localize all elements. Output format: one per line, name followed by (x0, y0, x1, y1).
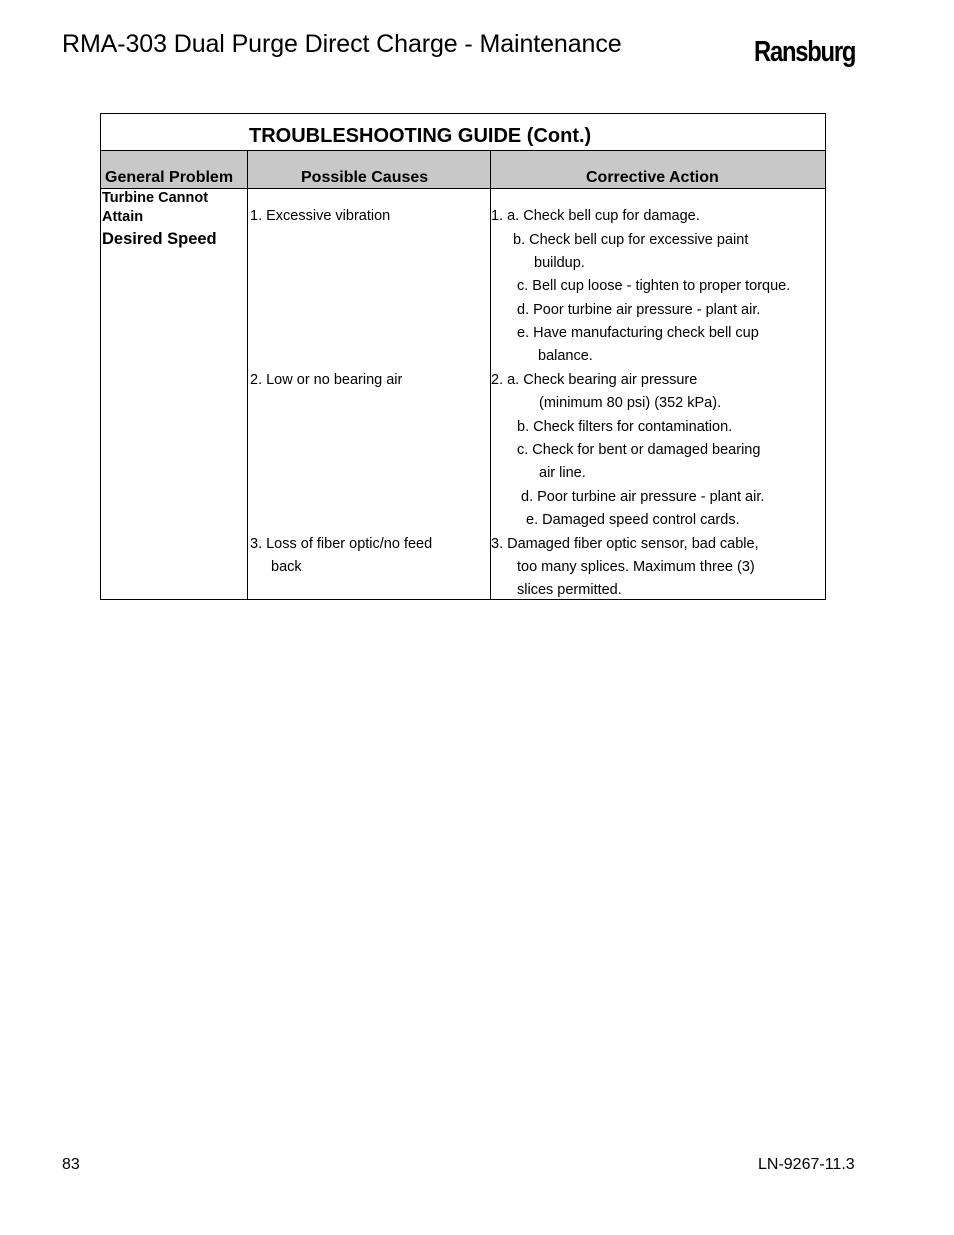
action-item: e. Have manufacturing check bell cup (517, 325, 759, 341)
document-number: LN-9267-11.3 (758, 1156, 855, 1173)
document-title: RMA-303 Dual Purge Direct Charge - Maintenance (62, 30, 622, 58)
action-item: c. Bell cup loose - tighten to proper torque. (517, 278, 791, 294)
action-item: 3. Damaged fiber optic sensor, bad cable, (491, 536, 759, 552)
brand-logo: Ransburg (754, 36, 856, 68)
table-header-row (101, 151, 825, 189)
action-item: c. Check for bent or damaged bearing (517, 442, 761, 458)
column-divider (247, 151, 248, 599)
action-item: slices permitted. (517, 582, 622, 598)
troubleshooting-table (100, 113, 826, 600)
action-item: 1. a. Check bell cup for damage. (491, 208, 700, 224)
action-item: buildup. (534, 255, 585, 271)
cause-item: 2. Low or no bearing air (250, 372, 403, 388)
column-header-possible-causes: Possible Causes (301, 169, 429, 186)
action-item: too many splices. Maximum three (3) (517, 559, 755, 575)
column-header-corrective-action: Corrective Action (586, 169, 719, 186)
table-title-row (101, 114, 825, 151)
action-item: (minimum 80 psi) (352 kPa). (539, 395, 722, 411)
action-item: 2. a. Check bearing air pressure (491, 372, 698, 388)
column-header-general-problem: General Problem (105, 169, 234, 186)
cause-item: 3. Loss of fiber optic/no feed (250, 536, 433, 552)
problem-text: Attain (102, 209, 144, 225)
action-item: d. Poor turbine air pressure - plant air. (521, 489, 765, 505)
table-title: TROUBLESHOOTING GUIDE (Cont.) (249, 125, 592, 147)
cause-item: 1. Excessive vibration (250, 208, 391, 224)
action-item: d. Poor turbine air pressure - plant air. (517, 302, 761, 318)
action-item: balance. (538, 348, 593, 364)
action-item: e. Damaged speed control cards. (526, 512, 740, 528)
action-item: air line. (539, 465, 586, 481)
cause-item: back (271, 559, 302, 575)
action-item: b. Check filters for contamination. (517, 419, 733, 435)
action-item: b. Check bell cup for excessive paint (513, 232, 749, 248)
problem-text: Turbine Cannot (102, 190, 209, 206)
page-number: 83 (62, 1156, 80, 1173)
problem-text: Desired Speed (102, 230, 217, 248)
